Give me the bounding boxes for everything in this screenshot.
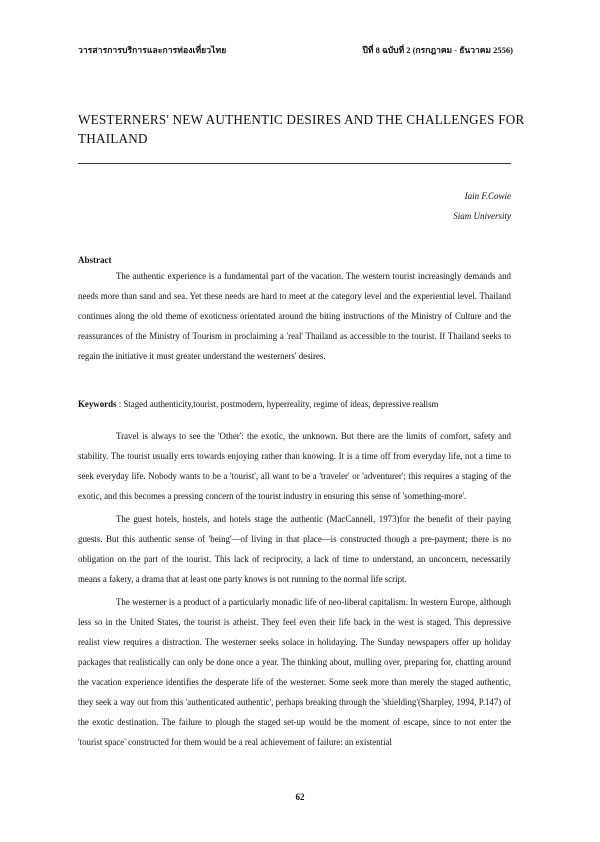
article-body — [78, 426, 511, 752]
author-affiliation: Siam University — [453, 211, 511, 221]
issue-info: ปีที่ 8 ฉบับที่ 2 (กรกฎาคม - ธันวาคม 2556) — [362, 45, 513, 55]
author-name: Iain F.Cowie — [464, 191, 511, 201]
keywords-text: : Staged authenticity,tourist, postmodern, hyperreality, regime of ideas, depressive realism — [116, 399, 439, 409]
page-number: 62 — [295, 792, 305, 802]
title-divider — [78, 163, 511, 164]
keywords-label: Keywords — [78, 399, 117, 409]
keywords-line — [78, 394, 518, 414]
abstract-body — [78, 266, 511, 366]
body-paragraph: The westerner is a product of a particularly monadic life of neo-liberal capitalism. In western Europe, although less so in the United States, the tourist is atheist. They feel even their life back in the west is staged. This depressive realist view requires a distraction. The westerner seeks solace in holidaying. The Sunday newspapers offer up holiday packages that realistically can only be done once a year. The thinking about, mulling over, preparing for, chatting around the vacation experience identifies the desperate life of the westerner. Some seek more than merely the staged authentic, they seek a way out from this 'authenticated authentic', perhaps breaking through the 'shielding'(Sharpley, 1994, P.147) of the exotic destination. The failure to plough the staged set-up would be the moment of escape, since to not enter the 'tourist space' constructed for them would be a real achievement of failure: an existential — [78, 597, 511, 747]
body-paragraph: The guest hotels, hostels, and hotels stage the authentic (MacCannell, 1973)for the benefit of their paying guests. But this authentic sense of 'being'—of living in that place—is constructed though a pre-payment; there is no obligation on the part of the tourist. This lack of reciprocity, a lack of time to understand, an unconcern, necessarily means a fakery, a drama that at least one party knows is not running to the normal life script. — [78, 514, 511, 584]
author-block — [453, 186, 511, 226]
abstract-heading: Abstract — [78, 255, 112, 265]
article-title: WESTERNERS' NEW AUTHENTIC DESIRES AND THE CHALLENGES FOR THAILAND — [78, 112, 525, 146]
journal-name: วารสารการบริการและการท่องเที่ยวไทย — [78, 45, 227, 55]
body-paragraph: Travel is always to see the 'Other': the exotic, the unknown. But there are the limits of comfort, safety and stability. The tourist usually errs towards enjoying rather than knowing. It is a time off from everyday life, not a time to seek everyday life. Nobody wants to be a 'tourist', all want to be a 'traveler' or 'adventurer'; this requires a staging of the exotic, and this becomes a pressing concern of the tourist industry in ensuring this sense of 'something-more'. — [78, 431, 511, 501]
abstract-text: The authentic experience is a fundamental part of the vacation. The western tourist increasingly demands and needs more than sand and sea. Yet these needs are hard to meet at the category level and the experiential level. Thailand continues along the old theme of exoticness orientated around the biting instructions of the Ministry of Culture and the reassurances of the Ministry of Tourism in proclaiming a 'real' Thailand as accessible to the tourist. If Thailand seeks to regain the initiative it must greater understand the westerners' desires. — [78, 271, 511, 361]
